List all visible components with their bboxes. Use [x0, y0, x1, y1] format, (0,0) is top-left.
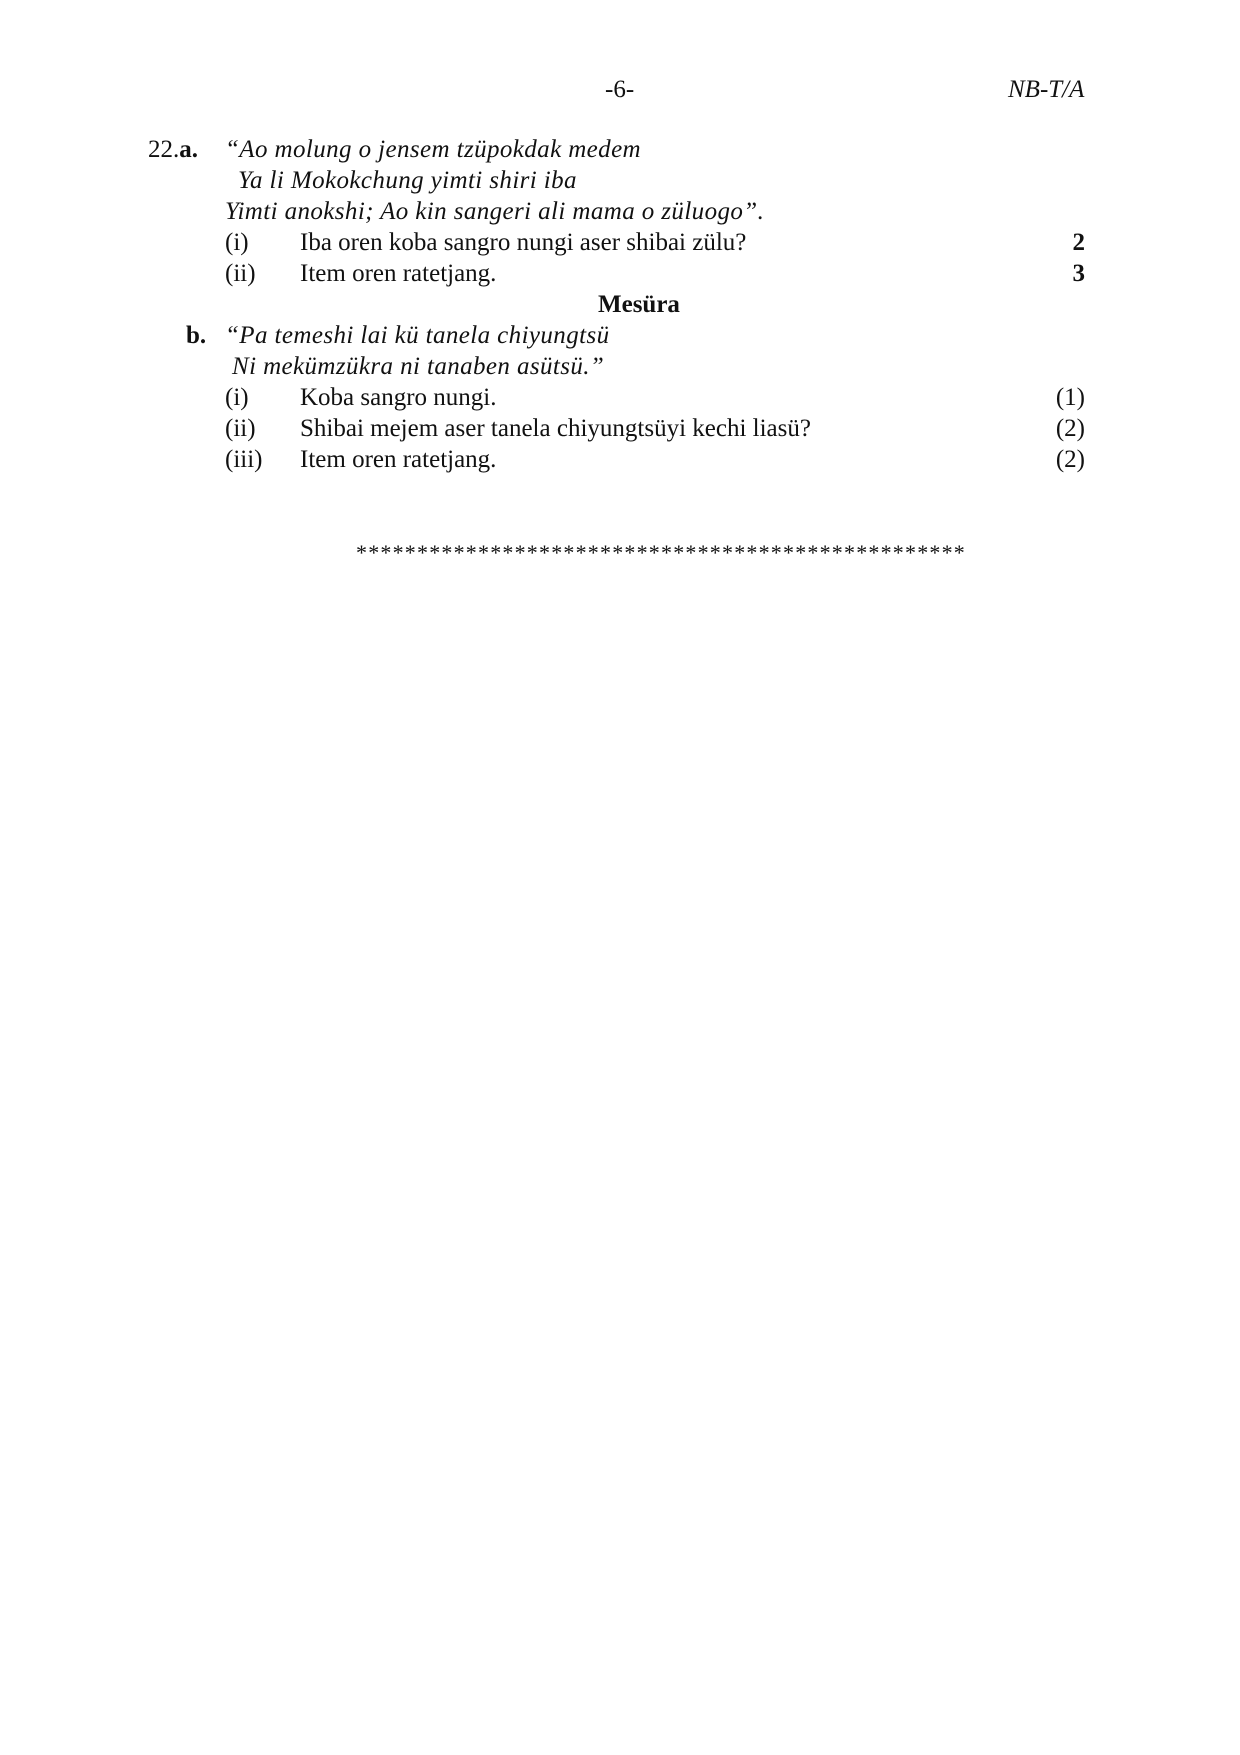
part-b-item-2-marks: (2) [1055, 415, 1085, 442]
part-a-item-2-text: Item oren ratetjang. [300, 260, 497, 287]
part-a-quote-line-2: Ya li Mokokchung yimti shiri iba [238, 167, 577, 194]
part-b-item-3-marks: (2) [1055, 446, 1085, 473]
question-number-text: 22. [148, 136, 180, 163]
part-a-item-1-marks: 2 [1072, 229, 1085, 256]
end-separator: ************************************************** [356, 540, 966, 565]
part-a-item-1-text: Iba oren koba sangro nungi aser shibai zülu? [300, 229, 747, 256]
part-b-item-1-number: (i) [225, 384, 249, 411]
part-b-item-2-number: (ii) [225, 415, 256, 442]
part-b-item-1-marks: (1) [1055, 384, 1085, 411]
page-number: -6- [605, 76, 635, 103]
part-b-item-3-number: (iii) [225, 446, 263, 473]
part-b-label: b. [186, 322, 207, 349]
part-b-quote-line-2: Ni mekümzükra ni tanaben asütsü.” [232, 353, 605, 380]
part-a-item-2-marks: 3 [1072, 260, 1085, 287]
part-b-item-1-text: Koba sangro nungi. [300, 384, 497, 411]
part-a-quote-line-1: “Ao molung o jensem tzüpokdak medem [225, 136, 642, 163]
part-a-quote-line-3: Yimti anokshi; Ao kin sangeri ali mama o züluogo”. [225, 198, 765, 225]
part-a-item-1-number: (i) [225, 229, 249, 256]
part-b-quote-line-1: “Pa temeshi lai kü tanela chiyungtsü [225, 322, 610, 349]
paper-code: NB-T/A [1008, 76, 1085, 103]
part-a-item-2-number: (ii) [225, 260, 256, 287]
part-b-item-2-text: Shibai mejem aser tanela chiyungtsüyi kechi liasü? [300, 415, 811, 442]
part-a-label: a. [179, 136, 198, 163]
or-label: Mesüra [598, 291, 680, 318]
part-b-item-3-text: Item oren ratetjang. [300, 446, 497, 473]
question-number [148, 135, 198, 165]
